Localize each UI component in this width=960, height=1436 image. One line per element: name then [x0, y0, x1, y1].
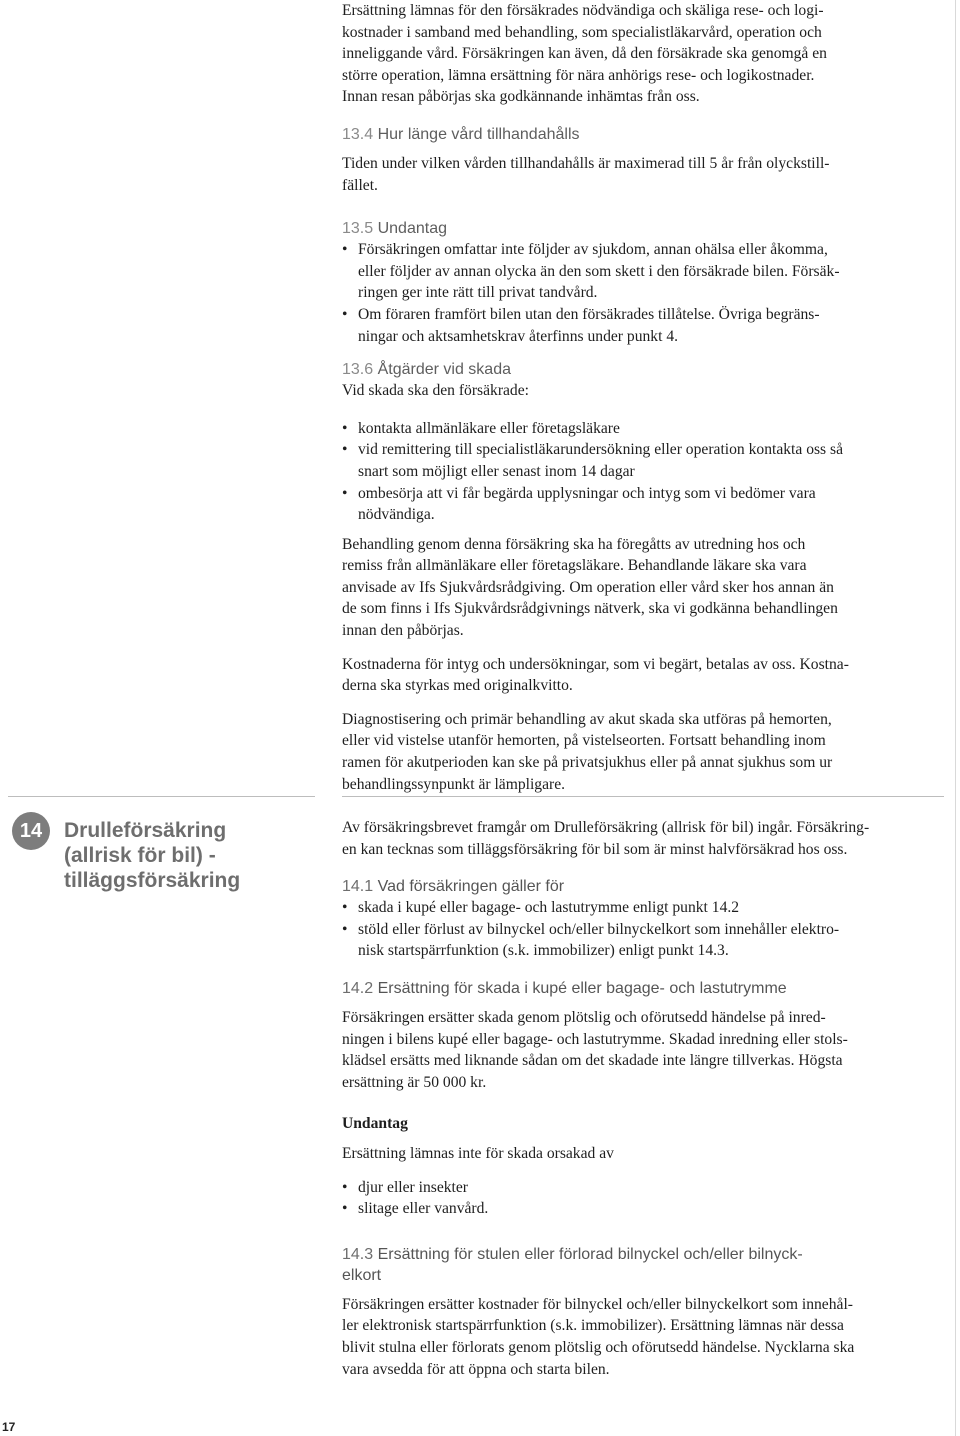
heading-13-5	[342, 218, 898, 239]
bullet-list-14-1	[342, 897, 898, 962]
list-item	[342, 919, 898, 962]
text-line: nödvändiga.	[358, 506, 435, 524]
list-item	[342, 1177, 898, 1199]
heading-13-4	[342, 124, 898, 145]
text-line: slitage eller vanvård.	[358, 1200, 489, 1218]
text-line: ombesörja att vi får begärda upplysningar och intyg som vi bedömer vara	[358, 484, 816, 502]
paragraph-13-4	[342, 153, 898, 196]
list-item	[342, 483, 898, 526]
text-line: eller följder av annan olycka än den som skett i den försäkrade bilen. Försäk-	[358, 262, 840, 280]
section-title	[64, 818, 304, 893]
heading-number: 14.1	[342, 878, 374, 896]
text-line: ringen ger inte rätt till privat tandvård.	[358, 284, 598, 302]
heading-title: elkort	[342, 1266, 382, 1284]
text-line: anvisade av Ifs Sjukvårdsrådgiving. Om operation eller vård sker hos annan än	[342, 578, 834, 596]
paragraph-14-3	[342, 1294, 898, 1380]
bullet-list-13-5	[342, 239, 898, 347]
heading-number: 13.4	[342, 125, 374, 143]
text-line: Kostnaderna för intyg och undersökningar, som vi begärt, betalas av oss. Kostna-	[342, 655, 849, 673]
divider-right	[342, 796, 944, 797]
text-line: ersättning är 50 000 kr.	[342, 1073, 487, 1091]
undantag-lead: Ersättning lämnas inte för skada orsakad av	[342, 1144, 614, 1162]
text-line: blivit stulna eller förlorats genom plötslig och oförutsedd händelse. Nycklarna ska	[342, 1338, 855, 1356]
title-line: tilläggsförsäkring	[64, 869, 241, 892]
list-item	[342, 1198, 898, 1220]
paragraph-13-6-a	[342, 534, 898, 642]
text-line: derna ska styrkas med originalkvitto.	[342, 677, 573, 695]
heading-number: 14.3	[342, 1245, 374, 1263]
title-line: (allrisk för bil) -	[64, 844, 216, 867]
text-line: Tiden under vilken vården tillhandahålls är maximerad till 5 år från olyckstill-	[342, 154, 830, 172]
text-line: ramen för akutperioden kan ske på privatsjukhus eller på annat sjukhus som ur	[342, 754, 833, 772]
text-line: Innan resan påbörjas ska godkännande inhämtas från oss.	[342, 88, 700, 106]
text-line: de som finns i Ifs Sjukvårdsrådgivnings nätverk, ska vi godkänna behandlingen	[342, 600, 838, 618]
heading-number: 14.2	[342, 979, 374, 997]
text-line: fället.	[342, 176, 378, 194]
heading-title: Hur länge vård tillhandahålls	[377, 125, 580, 143]
text-line: inneliggande vård. Försäkringen kan även, då den försäkrade ska genomgå en	[342, 45, 827, 63]
text-line: större operation, lämna ersättning för nära anhörigs rese- och logikostnader.	[342, 66, 815, 84]
paragraph-14-2	[342, 1007, 898, 1093]
heading-title: Ersättning för stulen eller förlorad bilnyckel och/eller bilnyck-	[377, 1245, 803, 1263]
intro-paragraph	[342, 817, 898, 860]
text-line: ningar och aktsamhetskrav återfinns under punkt 4.	[358, 327, 679, 345]
heading-title: Ersättning för skada i kupé eller bagage- och lastutrymme	[377, 979, 787, 997]
heading-13-6	[342, 359, 898, 380]
text-line: ler elektronisk startspärrfunktion (s.k. immobilizer). Ersättning lämnas när dessa	[342, 1317, 844, 1335]
text-line: Behandling genom denna försäkring ska ha föregåtts av utredning hos och	[342, 535, 806, 553]
text-line: Av försäkringsbrevet framgår om Drulleförsäkring (allrisk för bil) ingår. Försäkring-	[342, 819, 870, 836]
text-line: kostnader i samband med behandling, som specialistläkarvård, operation och	[342, 23, 822, 41]
list-item	[342, 304, 898, 347]
text-line: skada i kupé eller bagage- och lastutrymme enligt punkt 14.2	[358, 899, 740, 917]
list-item	[342, 439, 898, 482]
text-line: Ersättning lämnas för den försäkrades nödvändiga och skäliga rese- och logi-	[342, 2, 824, 19]
text-line: innan den påbörjas.	[342, 622, 464, 640]
heading-title: Vad försäkringen gäller för	[377, 878, 565, 896]
intro-paragraph	[342, 0, 898, 108]
list-item	[342, 897, 898, 919]
heading-14-2	[342, 978, 898, 999]
divider-left	[8, 796, 315, 797]
title-line: Drulleförsäkring	[64, 819, 227, 842]
heading-14-3	[342, 1244, 898, 1286]
text-line: Diagnostisering och primär behandling av akut skada ska utföras på hemorten,	[342, 710, 832, 728]
text-line: Försäkringen omfattar inte följder av sjukdom, annan ohälsa eller åkomma,	[358, 241, 828, 259]
section-13-column	[342, 0, 898, 795]
text-line: nisk startspärrfunktion (s.k. immobilizer) enligt punkt 14.3.	[358, 942, 729, 960]
text-line: vid remittering till specialistläkarundersökning eller operation kontakta oss så	[358, 441, 844, 459]
heading-title: Åtgärder vid skada	[377, 361, 511, 379]
text-line: en kan tecknas som tilläggsförsäkring för bil som är minst halvförsäkrad hos oss.	[342, 840, 848, 858]
text-line: snart som möjligt eller senast inom 14 dagar	[358, 462, 635, 480]
section-number-badge: 14	[12, 812, 50, 850]
text-line: eller vid vistelse utanför hemorten, på vistelseorten. Fortsatt behandling inom	[342, 732, 826, 750]
paragraph-13-6-c	[342, 709, 898, 795]
section-14-column	[342, 817, 898, 1380]
text-line: klädsel ersätts med liknande sådan om det skadade inte längre tillverkas. Högsta	[342, 1052, 843, 1070]
text-line: Om föraren framfört bilen utan den försäkrades tillåtelse. Övriga begräns-	[358, 305, 820, 323]
text-line: remiss från allmänläkare eller företagsläkare. Behandlande läkare ska vara	[342, 557, 807, 575]
lead-text: Vid skada ska den försäkrade:	[342, 382, 529, 400]
text-line: djur eller insekter	[358, 1178, 468, 1196]
paragraph-13-6-b	[342, 654, 898, 697]
list-item	[342, 239, 898, 304]
text-line: Försäkringen ersätter skada genom plötslig och oförutsedd händelse på inred-	[342, 1008, 826, 1026]
bullet-list-undantag	[342, 1177, 898, 1220]
text-line: Försäkringen ersätter kostnader för bilnyckel och/eller bilnyckelkort som innehål-	[342, 1295, 853, 1313]
list-item	[342, 418, 898, 440]
text-line: ningen i bilens kupé eller bagage- och lastutrymme. Skadad inredning eller stols-	[342, 1030, 848, 1048]
heading-number: 13.6	[342, 361, 374, 379]
heading-14-1	[342, 876, 898, 897]
page-edge-line	[955, 0, 956, 1436]
heading-number: 13.5	[342, 220, 374, 238]
undantag-heading: Undantag	[342, 1115, 408, 1133]
page-number: 17	[2, 1420, 16, 1434]
bullet-list-13-6	[342, 418, 898, 526]
text-line: kontakta allmänläkare eller företagsläkare	[358, 419, 620, 437]
heading-title: Undantag	[377, 220, 447, 238]
text-line: vara avsedda för att öppna och starta bilen.	[342, 1360, 610, 1378]
text-line: stöld eller förlust av bilnyckel och/eller bilnyckelkort som innehåller elektro-	[358, 920, 840, 938]
text-line: behandlingssynpunkt är lämpligare.	[342, 775, 566, 793]
